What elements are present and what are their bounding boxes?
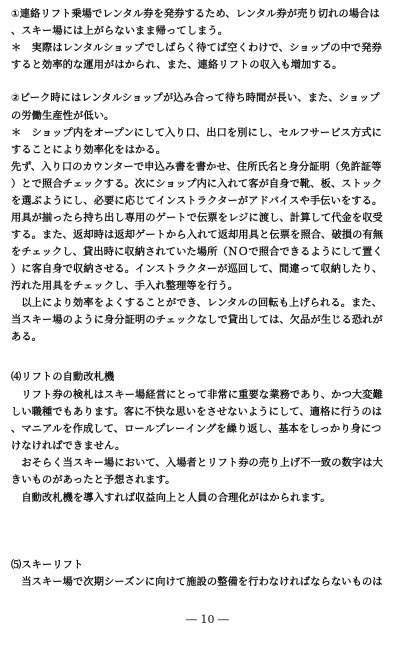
text-line: 自動改札機を導入すれば収益向上と人員の合理化がはかられます。	[11, 493, 331, 504]
text-line: けなければできません。	[11, 441, 126, 452]
text-line: おそらく当スキー場において、入場者とリフト券の売り上げ不一致の数字は大	[11, 458, 383, 469]
text-line: ⑸スキーリフト	[11, 560, 84, 571]
text-line: 先ず、入り口のカウンターで申込み書を書かせ、住所氏名と身分証明（免許証等	[11, 162, 382, 173]
text-line: ①連絡リフト乗場でレンタル券を発券するため、レンタル券が売り切れの場合は	[11, 9, 380, 20]
text-line: きいものがあったと予想されます。	[11, 475, 176, 486]
text-line: ②ピーク時にはレンタルショップが込み合って待ち時間が長い、また、ショップ	[11, 93, 380, 104]
text-line: ）に客自身で収納させる。インストラクターが巡回して、間違って収納したり、	[11, 264, 383, 275]
text-line: リフト券の検札はスキー場経営にとって非常に重要な業務であり、かつ大変難	[11, 390, 383, 401]
text-line: 汚れた用具をチェックし、手入れ整理等を行う。	[11, 281, 239, 292]
text-line: することにより効率化をはかる。	[11, 145, 167, 156]
text-line: 当スキー場のように身分証明のチェックなしで貸出しては、欠品が生じる恐れが	[11, 315, 383, 326]
text-line: しい職種でもあります。客に不快な思いをさせないようにして、適格に行うのは	[11, 407, 383, 418]
text-line: をチェックし、貸出時に収納されていた場所（ＮＯで照合できるようにして置く	[11, 247, 383, 258]
text-line: ＊ ショップ内をオープンにして入り口、出口を別にし、セルフサービス方式に	[11, 128, 383, 139]
text-line: する。また、返却時は返却ゲートから入れて返却用具と伝票を照合、破損の有無	[11, 230, 384, 241]
text-line: ＊ 実際はレンタルショップでしばらく待てば空くわけで、ショップの中で発券	[11, 43, 382, 54]
text-line: すると効率的な運用がはかられ、また、連絡リフトの収入も増加する。	[11, 60, 343, 71]
text-line: ）とで照合チェックする。次にショップ内に入れて客が自身で靴、板、ストック	[11, 179, 383, 190]
text-line: 以上により効率をよくすることができ、レンタルの回転も上げられる。また、	[11, 298, 383, 309]
text-line: の労働生産性が低い。	[11, 111, 115, 122]
page-number: ― 10 ―	[186, 613, 229, 626]
text-line: ある。	[11, 332, 43, 343]
text-line: 用具が揃ったら持ち出し専用のゲートで伝票をレジに渡し、計算して代金を収受	[11, 213, 383, 224]
text-line: ⑷リフトの自動改札機	[11, 372, 115, 383]
text-line: 当スキー場で次期シーズンに向けて施設の整備を行わなければならないものは	[11, 577, 383, 588]
text-line: 、マニアルを作成して、ロールプレーイングを繰り返し、基本をしっかり身につ	[11, 424, 382, 435]
text-line: 、スキー場には上がらないまま帰ってしまう。	[11, 26, 229, 37]
text-line: を選ぶようにし、必要に応じてインストラクターがアドバイスや手伝いをする。	[11, 196, 383, 207]
